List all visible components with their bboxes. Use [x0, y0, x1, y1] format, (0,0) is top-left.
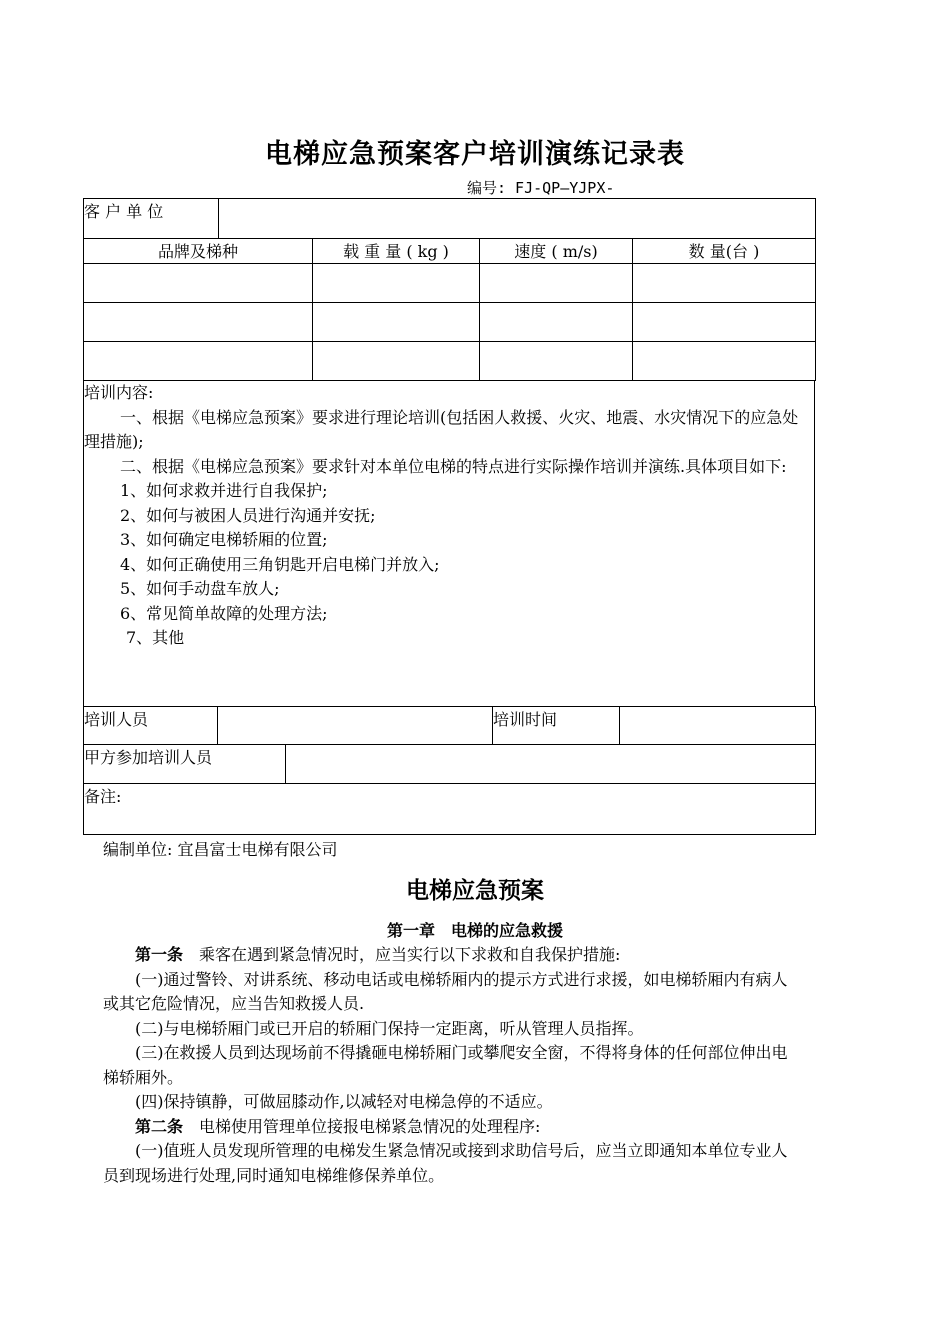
- article-item: (二)与电梯轿厢门或已开启的轿厢门保持一定距离，听从管理人员指挥。: [135, 1018, 644, 1038]
- table-cell[interactable]: [84, 303, 313, 342]
- table-row: [84, 303, 816, 342]
- table-cell[interactable]: [313, 264, 480, 303]
- plan-body: [103, 943, 800, 1188]
- table-cell[interactable]: [84, 342, 313, 381]
- table-row: [84, 342, 816, 381]
- table-cell[interactable]: [633, 303, 816, 342]
- header-speed: 速度 ( m/s): [480, 239, 633, 264]
- article-item: (一)通过警铃、对讲系统、移动电话或电梯轿厢内的提示方式进行求援，如电梯轿厢内有病人或其它危险情况，应当告知救援人员.: [103, 969, 788, 1013]
- article-item: (四)保持镇静，可做屈膝动作,以减轻对电梯急停的不适应。: [135, 1092, 553, 1111]
- list-item: 7、其他: [126, 628, 185, 647]
- plan-title: 电梯应急预案: [406, 878, 544, 904]
- list-item: 3、如何确定电梯轿厢的位置;: [120, 530, 328, 549]
- table-cell[interactable]: [633, 342, 816, 381]
- training-record-table: [83, 198, 816, 239]
- trainer-field[interactable]: [218, 707, 493, 745]
- header-quantity: 数 量(台 ): [633, 239, 816, 264]
- list-item: 4、如何正确使用三角钥匙开启电梯门并放入;: [120, 554, 440, 574]
- party-a-field[interactable]: [286, 745, 816, 784]
- article-paragraph: [103, 1115, 800, 1140]
- trainer-table: [83, 706, 816, 745]
- article-item: (三)在救援人员到达现场前不得撬砸电梯轿厢门或攀爬安全窗，不得将身体的任何部位伸出电梯轿厢外。: [103, 1043, 788, 1087]
- content-paragraph: 一、根据《电梯应急预案》要求进行理论培训(包括困人救援、火灾、地震、水灾情况下的应急处理措施);: [84, 407, 799, 451]
- elevator-spec-table: [83, 238, 816, 381]
- list-item: 1、如何求救并进行自我保护;: [120, 481, 328, 500]
- compiled-by: 编制单位: 宜昌富士电梯有限公司: [103, 840, 338, 859]
- list-item: 2、如何与被困人员进行沟通并安抚;: [120, 505, 376, 525]
- table-row: [84, 264, 816, 303]
- table-cell[interactable]: [313, 303, 480, 342]
- article-item: (一)值班人员发现所管理的电梯发生紧急情况或接到求助信号后，应当立即通知本单位专业人员到现场进行处理,同时通知电梯维修保养单位。: [103, 1141, 788, 1185]
- remarks-field[interactable]: [84, 784, 816, 835]
- table-cell[interactable]: [480, 303, 633, 342]
- header-brand: 品牌及梯种: [84, 239, 313, 264]
- table-cell[interactable]: [633, 264, 816, 303]
- article-label: 第一条: [135, 945, 184, 964]
- list-item: 5、如何手动盘车放人;: [120, 579, 280, 598]
- client-unit-field[interactable]: [219, 199, 816, 239]
- table-cell[interactable]: [84, 264, 313, 303]
- list-item: 6、常见简单故障的处理方法;: [120, 603, 328, 623]
- table-cell[interactable]: [313, 342, 480, 381]
- article-label: 第二条: [135, 1116, 184, 1136]
- form-code: 编号: FJ-QP—YJPX-: [467, 179, 615, 197]
- training-time-field[interactable]: [620, 707, 816, 745]
- article-paragraph: [103, 943, 800, 968]
- header-load: 载 重 量 ( kg ): [313, 239, 480, 264]
- article-text: 电梯使用管理单位接报电梯紧急情况的处理程序:: [183, 1116, 541, 1136]
- content-paragraph: 二、根据《电梯应急预案》要求针对本单位电梯的特点进行实际操作培训并演练.具体项目如下:: [120, 456, 787, 476]
- party-a-table: [83, 744, 816, 835]
- table-cell[interactable]: [480, 342, 633, 381]
- form-title: 电梯应急预案客户培训演练记录表: [265, 139, 685, 170]
- training-content-label: 培训内容:: [84, 383, 154, 402]
- table-cell[interactable]: [480, 264, 633, 303]
- remarks-label: 备注:: [84, 787, 122, 806]
- chapter-heading: 第一章 电梯的应急救援: [386, 921, 563, 940]
- trainer-label: 培训人员: [84, 707, 218, 745]
- party-a-label: 甲方参加培训人员: [84, 745, 286, 784]
- training-time-label: 培训时间: [493, 707, 620, 745]
- training-content-table: [83, 380, 815, 707]
- article-text: 乘客在遇到紧急情况时，应当实行以下求救和自我保护措施:: [183, 945, 621, 964]
- training-content: [84, 381, 815, 707]
- client-unit-label: 客 户 单 位: [84, 199, 219, 239]
